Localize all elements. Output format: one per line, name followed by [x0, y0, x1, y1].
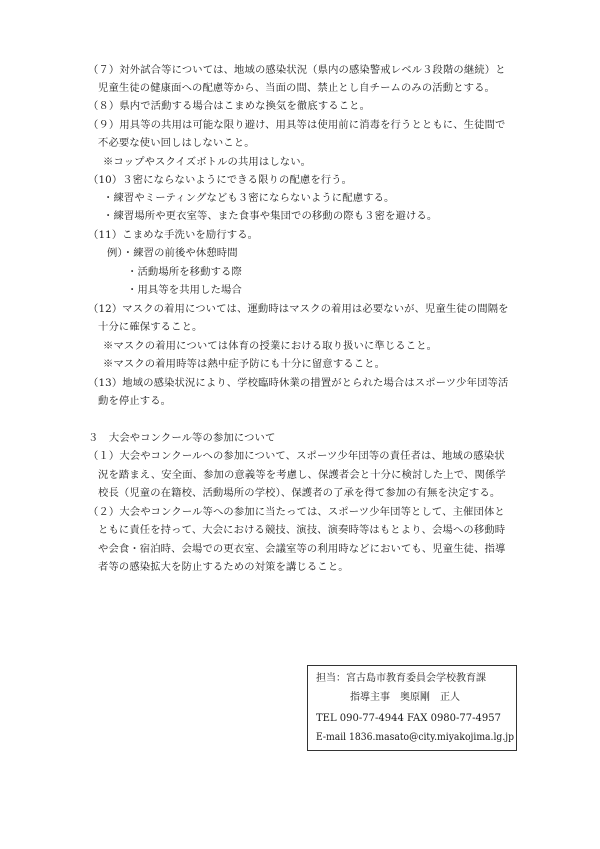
- text-line: 不必要な使い回しはしないこと。: [98, 137, 255, 149]
- text-line: （９）用具等の共用は可能な限り避け、用具等は使用前に消毒を行うとともに、生徒間で: [88, 119, 506, 131]
- text-line: （11）こまめな手洗いを励行する。: [88, 229, 259, 241]
- text-line: 十分に確保すること。: [98, 321, 203, 333]
- contact-department: 担当：宮古島市教育委員会学校教育課: [316, 673, 486, 684]
- contact-phone-fax: TEL 090-77-4944 FAX 0980-77-4957: [316, 713, 501, 724]
- contact-box: [307, 665, 517, 751]
- text-line: ・練習やミーティングなども３密にならないように配慮する。: [103, 192, 395, 204]
- text-line: （13）地域の感染状況により、学校臨時休業の措置がとられた場合はスポーツ少年団等活: [88, 377, 509, 389]
- text-line: ともに責任を持って、大会における競技、演技、演奏時等はもとより、会場への移動時: [98, 524, 506, 536]
- text-line: 動を停止する。: [98, 395, 172, 407]
- contact-person: 指導主事 奥原剛 正人: [350, 692, 460, 703]
- text-line: （７）対外試合等については、地域の感染状況（県内の感染警戒レベル３段階の継続）と: [88, 64, 506, 76]
- text-line: 児童生徒の健康面への配慮等から、当面の間、禁止とし自チームのみの活動とする。: [98, 82, 495, 94]
- text-line: ※コップやスクイズボトルの共用はしない。: [103, 156, 312, 168]
- text-line: ・活動場所を移動する際: [127, 266, 242, 278]
- contact-email: E-mail 1836.masato@city.miyakojima.lg.jp: [316, 732, 515, 743]
- text-line: （８）県内で活動する場合はこまめな換気を徹底すること。: [88, 100, 371, 112]
- text-line: ・練習場所や更衣室等、また食事や集団での移動の際も３密を避ける。: [103, 210, 438, 222]
- text-line: ・用具等を共用した場合: [127, 284, 242, 296]
- text-line: （10）３密にならないようにできる限りの配慮を行う。: [88, 174, 353, 186]
- text-line: 況を踏まえ、安全面、参加の意義等を考慮し、保護者会と十分に検討した上で、関係学: [98, 469, 506, 481]
- text-line: や会食・宿泊時、会場での更衣室、会議室等の利用時などにおいても、児童生徒、指導: [98, 543, 506, 555]
- text-line: ※マスクの着用については体育の授業における取り扱いに準じること。: [103, 340, 438, 352]
- text-line: 者等の感染拡大を防止するための対策を講じること。: [98, 561, 349, 573]
- text-line: （２）大会やコンクール等への参加に当たっては、スポーツ少年団等として、主催団体と: [88, 506, 505, 518]
- text-line: 校長（児童の在籍校、活動場所の学校）、保護者の了承を得て参加の有無を決定する。: [98, 487, 501, 499]
- text-line: （12）マスクの着用については、運動時はマスクの着用は必要ないが、児童生徒の間隔を: [88, 303, 509, 315]
- text-line: 例）・練習の前後や休憩時間: [107, 247, 238, 259]
- text-line: ※マスクの着用時等は熱中症予防にも十分に留意すること。: [103, 358, 386, 370]
- text-line: （１）大会やコンクールへの参加について、スポーツ少年団等の責任者は、地域の感染状: [88, 450, 505, 462]
- section-heading: ３ 大会やコンクール等の参加について: [88, 432, 276, 444]
